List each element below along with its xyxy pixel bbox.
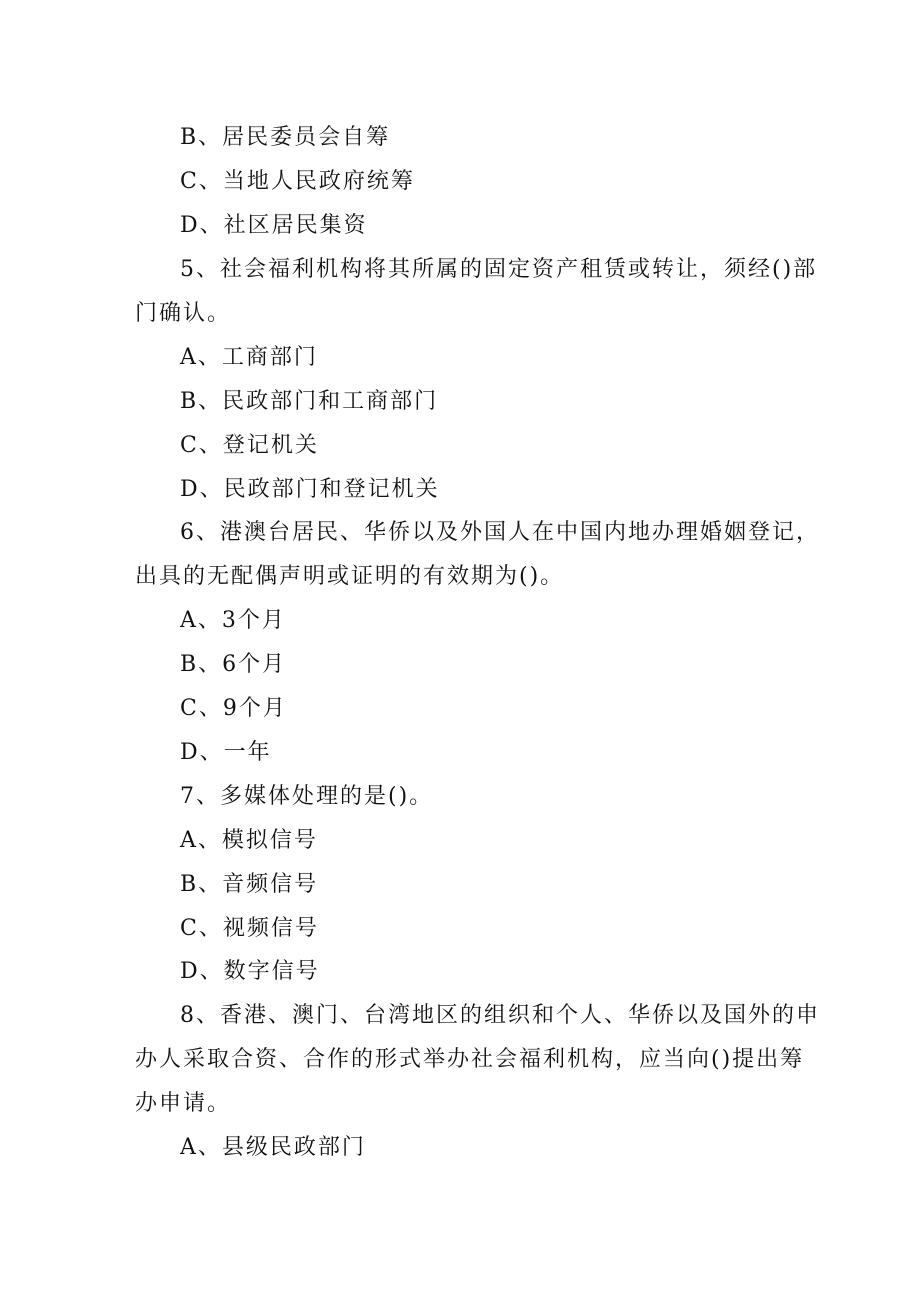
question-5: 5、社会福利机构将其所属的固定资产租赁或转让，须经()部 — [180, 257, 818, 282]
option-d-q7: D、数字信号 — [180, 959, 320, 984]
option-c-q5: C、登记机关 — [180, 433, 319, 458]
question-8-continued-2: 办申请。 — [135, 1091, 232, 1116]
option-c-q4: C、当地人民政府统筹 — [180, 169, 415, 194]
option-b-q7: B、音频信号 — [180, 872, 319, 897]
option-b-q4: B、居民委员会自筹 — [180, 125, 391, 150]
option-d-q4: D、社区居民集资 — [180, 213, 368, 238]
option-d-q5: D、民政部门和登记机关 — [180, 477, 440, 502]
option-c-q7: C、视频信号 — [180, 916, 319, 941]
question-6: 6、港澳台居民、华侨以及外国人在中国内地办理婚姻登记， — [180, 520, 820, 545]
option-b-q5: B、民政部门和工商部门 — [180, 389, 439, 414]
option-b-q6: B、6个月 — [180, 652, 287, 677]
option-c-q6: C、9个月 — [180, 696, 287, 721]
question-8: 8、香港、澳门、台湾地区的组织和个人、华侨以及国外的申 — [180, 1003, 820, 1028]
option-a-q8: A、县级民政部门 — [180, 1135, 366, 1160]
question-6-continued: 出具的无配偶声明或证明的有效期为()。 — [135, 564, 565, 589]
option-a-q5: A、工商部门 — [180, 345, 318, 370]
option-a-q7: A、模拟信号 — [180, 828, 318, 853]
question-8-continued-1: 办人采取合资、合作的形式举办社会福利机构，应当向()提出筹 — [135, 1047, 805, 1072]
option-d-q6: D、一年 — [180, 740, 272, 765]
question-5-continued: 门确认。 — [135, 301, 232, 326]
question-7: 7、多媒体处理的是()。 — [180, 784, 434, 809]
option-a-q6: A、3个月 — [180, 608, 286, 633]
